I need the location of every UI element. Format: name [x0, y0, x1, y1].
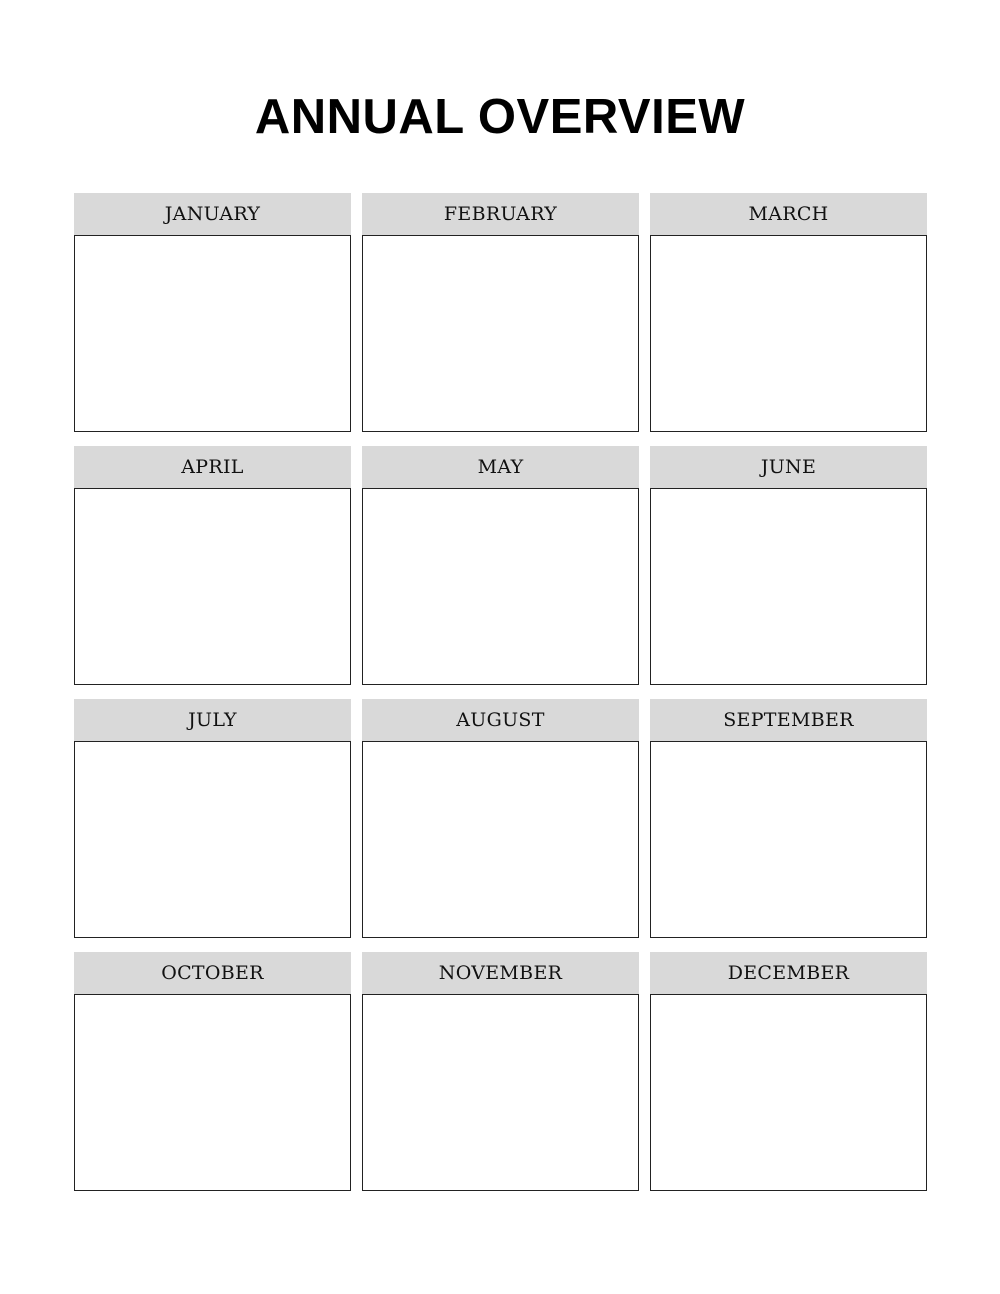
month-header: DECEMBER: [650, 952, 927, 994]
month-notes-box: [650, 488, 927, 685]
month-header: FEBRUARY: [362, 193, 639, 235]
month-panel-october: [74, 952, 351, 1190]
month-header: JANUARY: [74, 193, 351, 235]
month-notes-box: [74, 488, 351, 685]
month-header: JUNE: [650, 446, 927, 488]
month-notes-box: [650, 994, 927, 1191]
month-notes-box: [362, 488, 639, 685]
month-notes-box: [362, 994, 639, 1191]
month-notes-box: [362, 235, 639, 432]
month-header: AUGUST: [362, 699, 639, 741]
months-grid: [74, 193, 926, 1190]
month-notes-box: [362, 741, 639, 938]
month-panel-march: [650, 193, 927, 431]
month-panel-january: [74, 193, 351, 431]
month-panel-september: [650, 699, 927, 937]
month-panel-april: [74, 446, 351, 684]
month-notes-box: [74, 235, 351, 432]
month-panel-june: [650, 446, 927, 684]
month-notes-box: [74, 994, 351, 1191]
month-panel-february: [362, 193, 639, 431]
month-header: OCTOBER: [74, 952, 351, 994]
month-notes-box: [650, 235, 927, 432]
month-panel-december: [650, 952, 927, 1190]
month-header: MARCH: [650, 193, 927, 235]
month-header: APRIL: [74, 446, 351, 488]
month-header: JULY: [74, 699, 351, 741]
month-notes-box: [650, 741, 927, 938]
month-panel-july: [74, 699, 351, 937]
page-title: ANNUAL OVERVIEW: [254, 90, 746, 144]
month-panel-november: [362, 952, 639, 1190]
month-header: SEPTEMBER: [650, 699, 927, 741]
month-header: MAY: [362, 446, 639, 488]
month-panel-may: [362, 446, 639, 684]
month-header: NOVEMBER: [362, 952, 639, 994]
month-panel-august: [362, 699, 639, 937]
month-notes-box: [74, 741, 351, 938]
